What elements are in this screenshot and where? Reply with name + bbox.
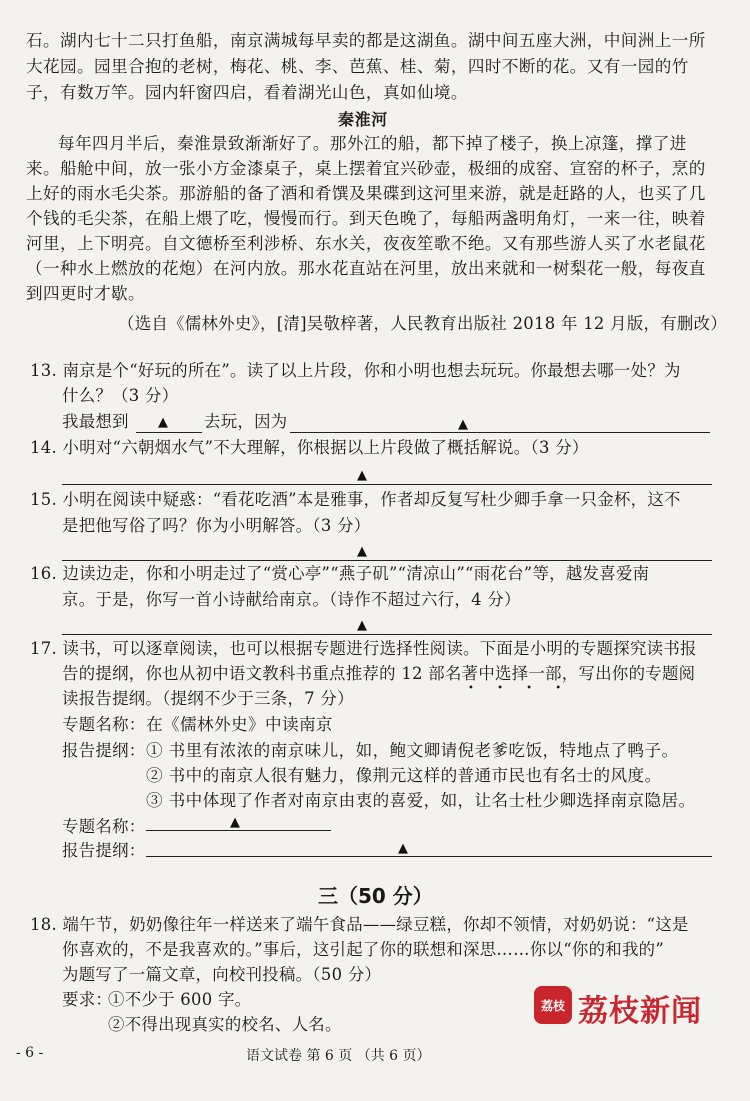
question-17-cont: 告的提纲，你也从初中语文教科书重点推荐的 12 部名著中选择一部，写出你的专题阅 [62, 664, 696, 683]
example-outline-item: ③ 书中体现了作者对南京由衷的喜爱，如，让名士杜少卿选择南京隐居。 [146, 791, 696, 810]
requirement-label: 要求： [62, 990, 113, 1009]
source-citation: （选自《儒林外史》，[清]吴敬梓著，人民教育出版社 2018 年 12 月版，有删改） [118, 314, 728, 333]
answer-marker-icon: ▲ [230, 815, 240, 830]
brand-watermark: 荔枝新闻 [578, 994, 702, 1029]
passage-line: 河里，上下明亮。自文德桥至利涉桥、东水关，夜夜笙歌不绝。又有那些游人买了水老鼠花 [26, 234, 706, 253]
section-heading: 三（50 分） [318, 884, 433, 908]
answer-line[interactable] [290, 432, 710, 433]
question-17: 17. 读书，可以逐章阅读，也可以根据专题进行选择性阅读。下面是小明的专题探究读书报 [30, 639, 697, 658]
question-18-cont: 你喜欢的，不是我喜欢的。”事后，这引起了你的联想和深思……你以“你的和我的” [62, 940, 665, 959]
example-outline-item: ① 书里有浓浓的南京味儿，如，鲍文卿请倪老爹吃饭，特地点了鸭子。 [146, 741, 679, 760]
passage-line: 来。船舱中间，放一张小方金漆桌子，桌上摆着宜兴砂壶，极细的成窑、宣窑的杯子，烹的 [26, 159, 706, 178]
answer-line[interactable] [62, 560, 712, 561]
question-13-cont: 什么？（3 分） [62, 386, 179, 405]
question-15: 15. 小明在阅读中疑惑：“看花吃酒”本是雅事，作者却反复写杜少卿手拿一只金杯，这不 [30, 490, 681, 509]
topic-answer-line[interactable] [146, 830, 331, 831]
outline-answer-line[interactable] [146, 856, 712, 857]
passage-line: 石。湖内七十二只打鱼船，南京满城每早卖的都是这湖鱼。湖中间五座大洲，中间洲上一所 [26, 31, 706, 50]
blank-topic-label: 专题名称： [62, 817, 146, 836]
q13-answer-mid: 去玩，因为 [204, 412, 288, 431]
passage-line: （一种水上燃放的花炮）在河内放。那水花直站在河里，放出来就和一树梨花一般，每夜直 [26, 259, 706, 278]
emphasis-dots: • • • • [468, 683, 572, 694]
lizhi-logo-icon: 荔枝 [534, 986, 572, 1024]
question-16-cont: 京。于是，你写一首小诗献给南京。（诗作不超过六行，4 分） [62, 590, 521, 609]
answer-line[interactable] [62, 634, 712, 635]
example-topic-label: 专题名称： [62, 715, 146, 734]
q13-answer-prefix: 我最想到 [62, 412, 129, 431]
question-18: 18. 端午节，奶奶像往年一样送来了端午食品——绿豆糕，你却不领情，对奶奶说：“这是 [30, 915, 689, 934]
example-outline-label: 报告提纲： [62, 741, 146, 760]
answer-marker-icon: ▲ [458, 417, 468, 432]
passage-line: 上好的雨水毛尖茶。那游船的备了酒和肴馔及果碟到这河里来游，就是赶路的人，也买了几 [26, 184, 706, 203]
page-footer: 语文试卷 第 6 页 （共 6 页） [246, 1048, 431, 1064]
page-number: - 6 - [16, 1045, 44, 1061]
requirement-item: ②不得出现真实的校名、人名。 [108, 1015, 342, 1034]
example-topic: 在《儒林外史》中读南京 [146, 715, 333, 734]
answer-marker-icon: ▲ [357, 468, 367, 483]
question-14: 14. 小明对“六朝烟水气”不大理解，你根据以上片段做了概括解说。（3 分） [30, 438, 589, 457]
passage-line: 个钱的毛尖茶，在船上煨了吃，慢慢而行。到天色晚了，每船两盏明角灯，一来一往，映着 [26, 209, 706, 228]
answer-marker-icon: ▲ [357, 618, 367, 633]
passage-line: 到四更时才歇。 [26, 284, 145, 303]
question-15-cont: 是把他写俗了吗？你为小明解答。（3 分） [62, 516, 371, 535]
question-18-cont: 为题写了一篇文章，向校刊投稿。（50 分） [62, 965, 382, 984]
passage-line: 子，有数万竿。园内轩窗四启，看着湖光山色，真如仙境。 [26, 83, 468, 102]
question-16: 16. 边读边走，你和小明走过了“赏心亭”“燕子矶”“清凉山”“雨花台”等，越发喜爱南 [30, 564, 650, 583]
answer-line[interactable] [136, 432, 202, 433]
answer-marker-icon: ▲ [158, 415, 168, 430]
example-outline-item: ② 书中的南京人很有魅力，像荆元这样的普通市民也有名士的风度。 [146, 766, 662, 785]
passage-line: 大花园。园里合抱的老树，梅花、桃、李、芭蕉、桂、菊，四时不断的花。又有一园的竹 [26, 57, 689, 76]
question-17-cont: 读报告提纲。（提纲不少于三条，7 分） [62, 689, 354, 708]
answer-marker-icon: ▲ [398, 841, 408, 856]
passage-line: 每年四月半后，秦淮景致渐渐好了。那外江的船，都下掉了楼子，换上凉篷，撑了进 [58, 134, 687, 153]
requirement-item: ①不少于 600 字。 [108, 990, 252, 1009]
question-13: 13. 南京是个“好玩的所在”。读了以上片段，你和小明也想去玩玩。你最想去哪一处？为 [30, 361, 681, 380]
answer-line[interactable] [62, 484, 712, 485]
section-title: 秦淮河 [338, 110, 388, 129]
answer-marker-icon: ▲ [357, 544, 367, 559]
blank-outline-label: 报告提纲： [62, 841, 146, 860]
